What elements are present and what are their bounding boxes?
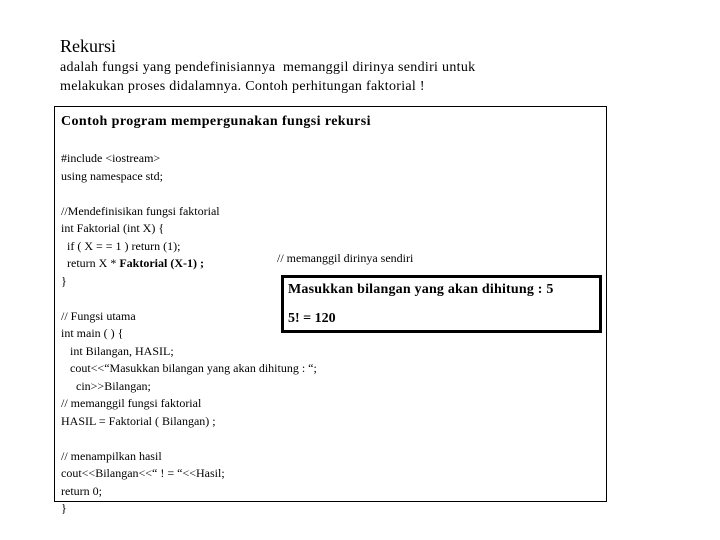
code-line: HASIL = Faktorial ( Bilangan) ;: [61, 413, 216, 428]
code-comment: // memanggil dirinya sendiri: [277, 251, 414, 265]
code-line: cout<<“Masukkan bilangan yang akan dihitung : “;: [61, 361, 317, 375]
description-line-2: melakukan proses didalamnya. Contoh perhitungan faktorial !: [60, 79, 425, 94]
code-line: cin>>Bilangan;: [61, 378, 151, 393]
code-listing: [61, 150, 317, 518]
code-line: if ( X = = 1 ) return (1);: [61, 238, 181, 253]
description-line-1: adalah fungsi yang pendefinisiannya memanggil dirinya sendiri untuk: [60, 60, 476, 75]
code-line: return 0;: [61, 483, 102, 498]
code-line: // menampilkan hasil: [61, 448, 162, 463]
output-prompt-line: Masukkan bilangan yang akan dihitung : 5: [288, 282, 554, 297]
page-title: Rekursi: [60, 36, 116, 56]
code-line: #include <iostream>: [61, 151, 161, 165]
code-bold-call: Faktorial (X-1) ;: [119, 256, 204, 270]
code-line: }: [61, 273, 67, 288]
code-line: using namespace std;: [61, 168, 163, 183]
code-line: int Bilangan, HASIL;: [61, 343, 174, 358]
code-line: // memanggil fungsi faktorial: [61, 396, 202, 410]
code-example-title: Contoh program mempergunakan fungsi rekursi: [61, 114, 371, 129]
code-line: }: [61, 501, 67, 515]
code-line: // Fungsi utama: [61, 308, 136, 323]
code-line: int Faktorial (int X) {: [61, 221, 165, 235]
code-text: return X *: [61, 256, 120, 270]
code-line: int main ( ) {: [61, 326, 124, 340]
code-line: //Mendefinisikan fungsi faktorial: [61, 203, 220, 218]
output-result-line: 5! = 120: [288, 311, 336, 326]
code-line: cout<<Bilangan<<“ ! = “<<Hasil;: [61, 466, 225, 480]
